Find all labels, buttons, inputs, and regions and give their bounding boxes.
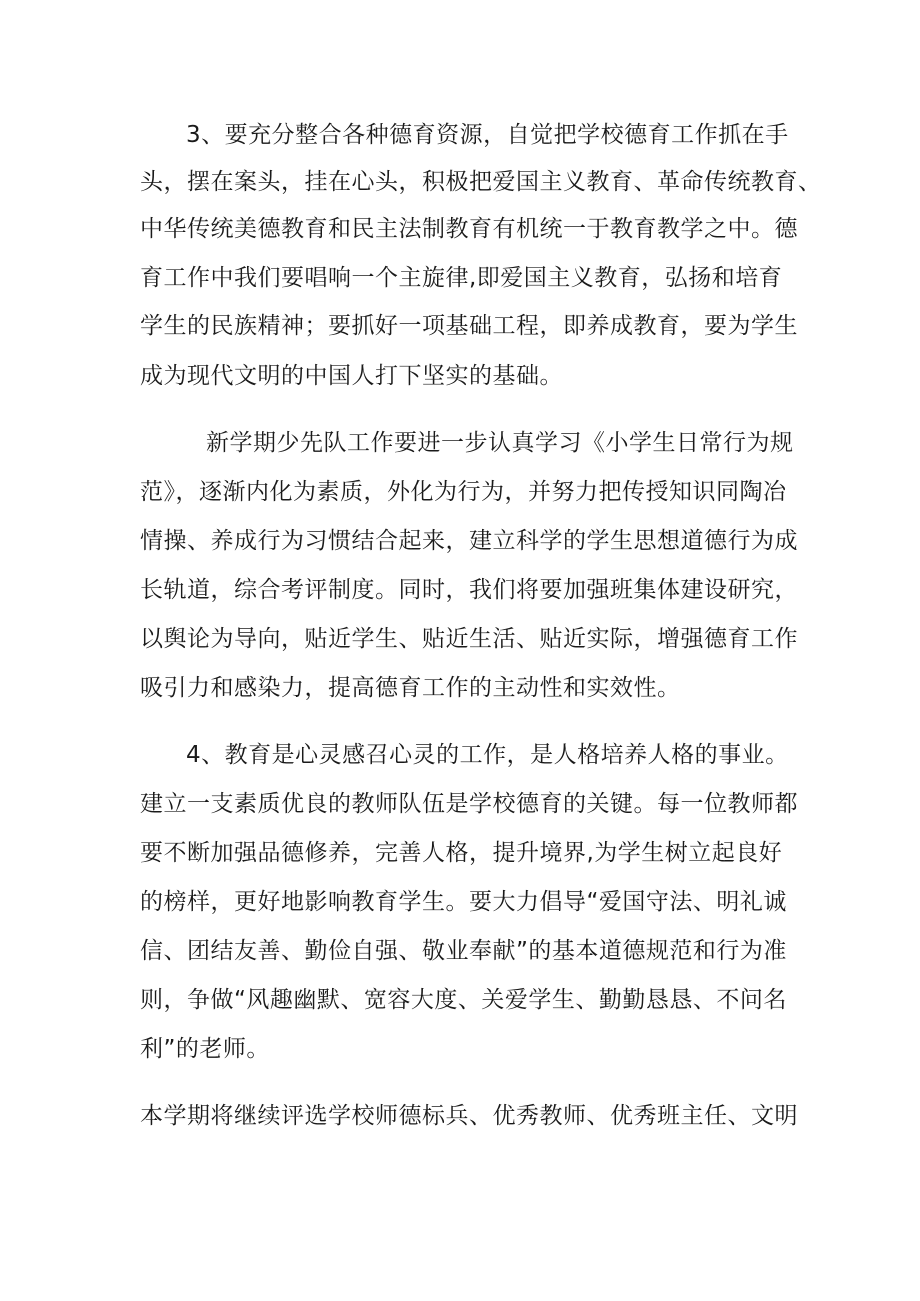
text-line: 情操、养成行为习惯结合起来，建立科学的学生思想道德行为成 (140, 528, 798, 554)
text-line: 学生的民族精神；要抓好一项基础工程，即养成教育，要为学生 (140, 313, 798, 339)
text-line: 新学期少先队工作要进一步认真学习《小学生日常行为规 (206, 430, 794, 456)
text-line: 的榜样，更好地影响教育学生。要大力倡导“爱国守法、明礼诚 (140, 889, 787, 915)
text-line: 长轨道，综合考评制度。同时，我们将要加强班集体建设研究， (140, 577, 798, 603)
text-line: 要不断加强品德修养，完善人格，提升境界,为学生树立起良好 (140, 840, 783, 866)
text-line: 成为现代文明的中国人打下坚实的基础。 (140, 363, 563, 389)
text-line: 育工作中我们要唱响一个主旋律,即爱国主义教育，弘扬和培育 (140, 265, 783, 291)
text-line: 建立一支素质优良的教师队伍是学校德育的关键。每一位教师都 (140, 791, 798, 817)
text-line: 吸引力和感染力，提高德育工作的主动性和实效性。 (140, 675, 681, 701)
text-line: 3、要充分整合各种德育资源，自觉把学校德育工作抓在手 (186, 122, 789, 148)
text-line: 则，争做“风趣幽默、宽容大度、关爱学生、勤勤恳恳、不问名 (140, 987, 787, 1013)
text-line: 以舆论为导向，贴近学生、贴近生活、贴近实际，增强德育工作 (140, 626, 798, 652)
text-line: 信、团结友善、勤俭自强、敬业奉献”的基本道德规范和行为准 (140, 938, 787, 964)
text-line: 利”的老师。 (140, 1036, 270, 1062)
text-line: 中华传统美德教育和民主法制教育有机统一于教育教学之中。德 (140, 216, 798, 242)
text-line: 头，摆在案头，挂在心头，积极把爱国主义教育、革命传统教育、 (140, 169, 822, 195)
text-line: 本学期将继续评选学校师德标兵、优秀教师、优秀班主任、文明 (140, 1103, 798, 1129)
text-line: 4、教育是心灵感召心灵的工作，是人格培养人格的事业。 (186, 742, 789, 768)
text-line: 范》，逐渐内化为素质，外化为行为，并努力把传授知识同陶冶 (140, 479, 787, 505)
